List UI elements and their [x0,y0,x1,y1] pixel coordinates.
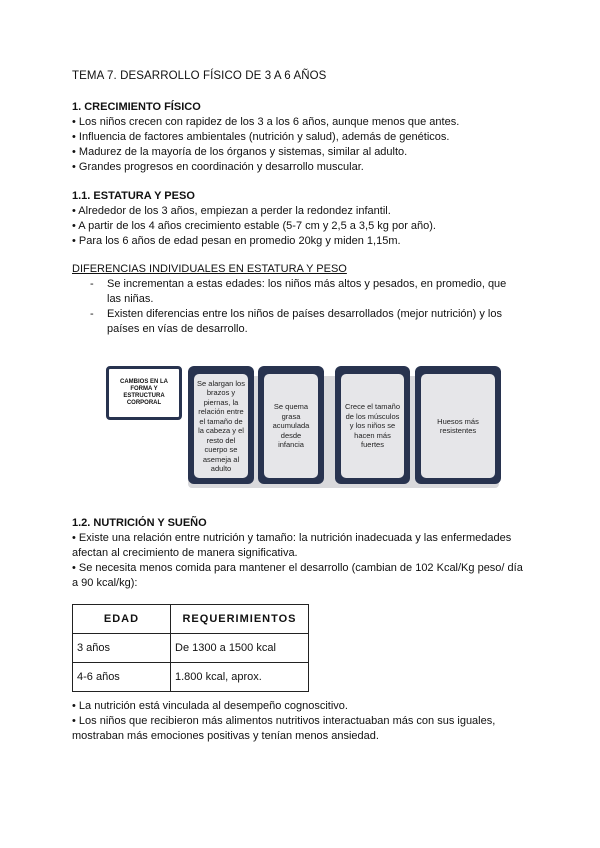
diffs-line-3: Existen diferencias entre los niños de países desarrollados (mejor nutrición) y los [107,308,502,320]
after-line-2: • Los niños que recibieron más alimentos nutritivos interactuaban más con sus iguales, [72,715,496,727]
s1-bullet-3: • Madurez de la mayoría de los órganos y sistemas, similar al adulto. [72,146,408,158]
after-line-3: mostraban más emociones positivas y tenían menos ansiedad. [72,730,379,742]
header-requerimientos: REQUERIMIENTOS [171,605,309,634]
cell-requirement: 1.800 kcal, aprox. [171,663,309,692]
s11-bullet-2: • A partir de los 4 años crecimiento estable (5-7 cm y 2,5 a 3,5 kg por año). [72,220,436,232]
section-1-2-heading: 1.2. NUTRICIÓN Y SUEÑO [72,517,207,529]
diagram-card-2-text: Se quema grasa acumulada desde infancia [264,374,318,478]
diagram-label-box: CAMBIOS EN LA FORMA Y ESTRUCTURA CORPORAL [106,366,182,420]
section-1-1-heading: 1.1. ESTATURA Y PESO [72,190,195,202]
dash-1: - [90,278,94,290]
s12-line-4: a 90 kcal/kg): [72,577,138,589]
section-1-heading: 1. CRECIMIENTO FÍSICO [72,101,201,113]
diffs-line-1: Se incrementan a estas edades: los niños más altos y pesados, en promedio, que [107,278,507,290]
table-header-row [73,605,309,634]
diagram-card-3-text: Crece el tamaño de los músculos y los niños se hacen más fuertes [341,374,404,478]
dash-2: - [90,308,94,320]
s1-bullet-1: • Los niños crecen con rapidez de los 3 a los 6 años, aunque menos que antes. [72,116,460,128]
body-changes-diagram [106,360,501,490]
s11-bullet-1: • Alrededor de los 3 años, empiezan a perder la redondez infantil. [72,205,391,217]
s1-bullet-2: • Influencia de factores ambientales (nutrición y salud), además de genéticos. [72,131,450,143]
s11-bullet-3: • Para los 6 años de edad pesan en promedio 20kg y miden 1,15m. [72,235,401,247]
table-row [73,634,309,663]
diagram-card-1-text: Se alargan los brazos y piernas, la relación entre el tamaño de la cabeza y el resto del cuerpo se asemeja al adulto [194,374,248,478]
cell-age: 4-6 años [73,663,171,692]
table-row [73,663,309,692]
header-edad: EDAD [73,605,171,634]
diagram-card-4-text: Huesos más resistentes [421,374,495,478]
s1-bullet-4: • Grandes progresos en coordinación y desarrollo muscular. [72,161,364,173]
requirements-table [72,604,309,692]
diffs-heading: DIFERENCIAS INDIVIDUALES EN ESTATURA Y PESO [72,263,347,275]
diagram-card-3 [335,366,410,484]
s12-line-2: afectan al crecimiento de manera significativa. [72,547,298,559]
s12-line-1: • Existe una relación entre nutrición y tamaño: la nutrición inadecuada y las enfermedades [72,532,512,544]
cell-requirement: De 1300 a 1500 kcal [171,634,309,663]
s12-line-3: • Se necesita menos comida para mantener el desarrollo (cambian de 102 Kcal/Kg peso/ día [72,562,523,574]
after-line-1: • La nutrición está vinculada al desempeño cognoscitivo. [72,700,348,712]
cell-age: 3 años [73,634,171,663]
diffs-line-4: países en vías de desarrollo. [107,323,248,335]
document-title: TEMA 7. DESARROLLO FÍSICO DE 3 A 6 AÑOS [72,70,327,82]
diagram-card-4 [415,366,501,484]
diagram-card-2 [258,366,324,484]
diagram-card-1 [188,366,254,484]
diffs-line-2: las niñas. [107,293,154,305]
